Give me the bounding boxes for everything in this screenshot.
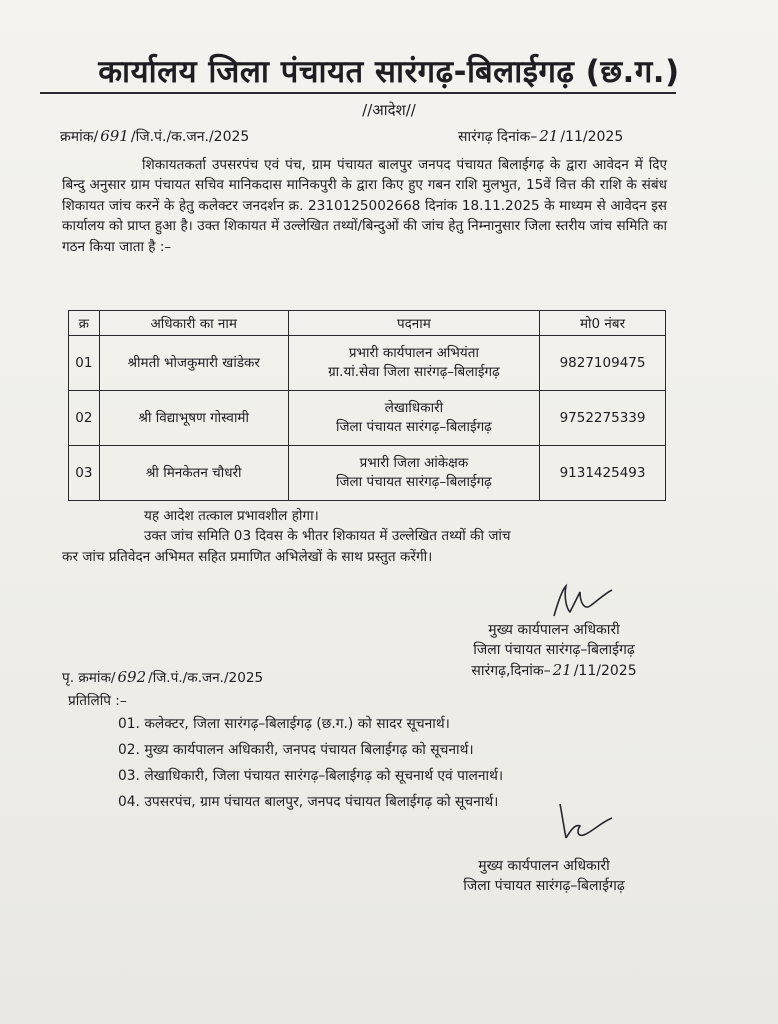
copy-item: 03. लेखाधिकारी, जिला पंचायत सारंगढ़–बिलाईगढ़ को सूचनार्थ एवं पालनार्थ। <box>118 768 504 784</box>
signature-block-1 <box>440 620 668 681</box>
signature-date-handwritten-day: 21 <box>552 661 572 679</box>
designation-line-2: जिला पंचायत सारंगढ़–बिलाईगढ़ <box>336 419 492 435</box>
signature-2 <box>552 798 622 844</box>
title-underline <box>40 92 676 94</box>
cell-serial: 03 <box>69 446 100 501</box>
header-officer-name: अधिकारी का नाम <box>99 311 288 336</box>
cell-designation <box>288 446 539 501</box>
signature-date-rest: /11/2025 <box>573 663 637 679</box>
designation-line-2: ग्रा.यां.सेवा जिला सारंगढ़–बिलाईगढ़ <box>328 364 500 380</box>
instruction-line-1: उक्त जांच समिति 03 दिवस के भीतर शिकायत में उल्लेखित तथ्यों की जांच <box>144 528 511 544</box>
header-mobile: मो0 नंबर <box>540 311 666 336</box>
cell-mobile: 9752275339 <box>540 391 666 446</box>
table-header-row <box>69 311 666 336</box>
endorsement-reference <box>62 667 263 686</box>
copy-item: 01. कलेक्टर, जिला सारंगढ़–बिलाईगढ़ (छ.ग.) को सादर सूचनार्थ। <box>118 716 450 732</box>
reference-prefix: क्रमांक/ <box>60 129 99 145</box>
date-handwritten-day: 21 <box>539 127 559 145</box>
cell-officer-name: श्री मिनकेतन चौधरी <box>99 446 288 501</box>
date-rest: /11/2025 <box>560 129 624 145</box>
cell-serial: 02 <box>69 391 100 446</box>
order-date <box>458 127 623 146</box>
designation-line-2: जिला पंचायत सारंगढ़–बिलाईगढ़ <box>336 474 492 490</box>
office-title: कार्यालय जिला पंचायत सारंगढ़-बिलाईगढ़ (छ.ग.) <box>98 54 680 90</box>
endorsement-suffix: /जि.पं./क.जन./2025 <box>148 670 264 686</box>
cell-mobile: 9827109475 <box>540 336 666 391</box>
signature-1 <box>548 582 618 622</box>
order-heading: //आदेश// <box>362 101 416 119</box>
endorsement-prefix: पृ. क्रमांक/ <box>62 670 116 686</box>
reference-handwritten-number: 691 <box>100 127 129 145</box>
signatory-office: जिला पंचायत सारंगढ़–बिलाईगढ़ <box>473 642 635 658</box>
table-row <box>69 336 666 391</box>
instruction-line-2: कर जांच प्रतिवेदन अभिमत सहित प्रमाणित अभिलेखों के साथ प्रस्तुत करेंगी। <box>62 549 433 565</box>
cell-officer-name: श्रीमती भोजकुमारी खांडेकर <box>99 336 288 391</box>
header-serial: क्र <box>69 311 100 336</box>
complaint-paragraph: शिकायतकर्ता उपसरपंच एवं पंच, ग्राम पंचायत बालपुर जनपद पंचायत बिलाईगढ़ के द्वारा आवेदन में दिए बिन्दु अनुसार ग्राम पंचायत सचिव मानिकदास मानिकपुरी के द्वारा किए हुए गबन राशि मुलभुत, 15वें वित्त की राशि के संबंध शिकायत जांच करनें के हेतु कलेक्टर जनदर्शन क्र. 2310125002668 दिनांक 18.11.2025 के माध्यम से आवेदन इस कार्यालय को प्राप्त हुआ है। उक्त शिकायत में उल्लेखित तथ्यों/बिन्दुओं की जांच हेतु निम्नानुसार जिला स्तरीय जांच समिति का गठन किया जाता है :– <box>62 157 667 255</box>
signatory-designation: मुख्य कार्यपालन अधिकारी <box>488 622 620 638</box>
effective-statement: यह आदेश तत्काल प्रभावशील होगा। <box>144 508 319 524</box>
date-prefix: सारंगढ़ दिनांक– <box>458 129 538 145</box>
committee-table <box>68 310 666 501</box>
cell-officer-name: श्री विद्याभूषण गोस्वामी <box>99 391 288 446</box>
signature-block-2 <box>430 856 658 896</box>
cell-mobile: 9131425493 <box>540 446 666 501</box>
endorsement-handwritten-number: 692 <box>117 668 147 686</box>
copy-to-label: प्रतिलिपि :– <box>68 693 127 709</box>
table-row <box>69 446 666 501</box>
signature-date-prefix: सारंगढ़,दिनांक– <box>471 663 551 679</box>
designation-line-1: प्रभारी कार्यपालन अभियंता <box>348 345 479 361</box>
order-reference-number <box>60 127 249 146</box>
cell-serial: 01 <box>69 336 100 391</box>
reference-suffix: /जि.पं./क.जन./2025 <box>130 129 250 145</box>
copy-item: 04. उपसरपंच, ग्राम पंचायत बालपुर, जनपद पंचायत बिलाईगढ़ को सूचनार्थ। <box>118 794 499 810</box>
signature-date <box>440 660 668 681</box>
cell-designation <box>288 391 539 446</box>
signatory-office: जिला पंचायत सारंगढ़–बिलाईगढ़ <box>463 878 625 894</box>
table-row <box>69 391 666 446</box>
designation-line-1: प्रभारी जिला आंकेक्षक <box>359 455 469 471</box>
signatory-designation: मुख्य कार्यपालन अधिकारी <box>478 858 610 874</box>
header-designation: पदनाम <box>288 311 539 336</box>
copy-item: 02. मुख्य कार्यपालन अधिकारी, जनपद पंचायत बिलाईगढ़ को सूचनार्थ। <box>118 742 474 758</box>
designation-line-1: लेखाधिकारी <box>384 400 444 416</box>
cell-designation <box>288 336 539 391</box>
